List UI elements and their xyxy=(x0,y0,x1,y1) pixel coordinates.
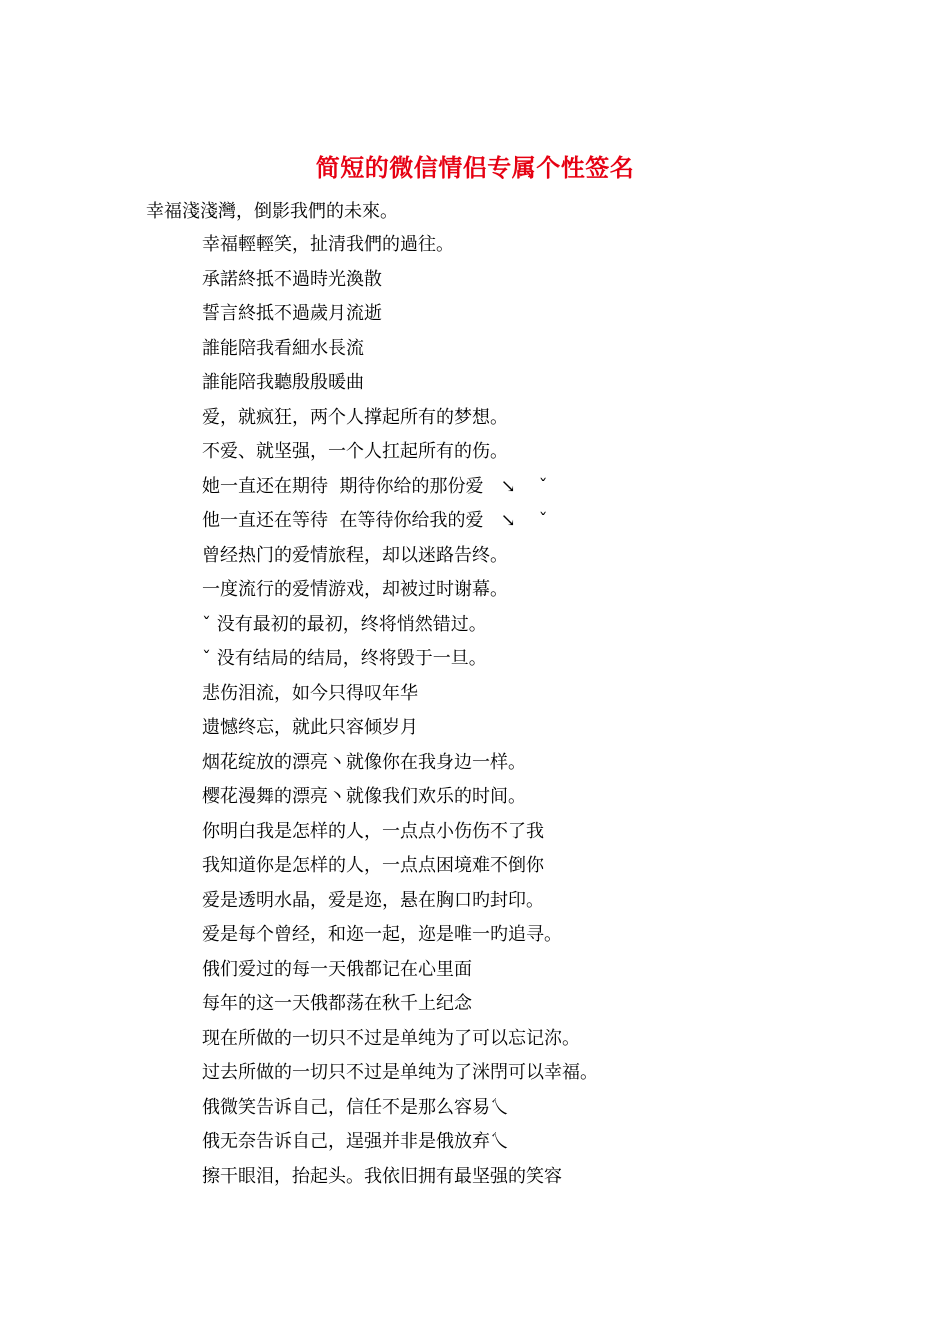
signature-line: 你明白我是怎样的人，一点点小伤伤不了我 xyxy=(202,820,544,842)
signature-line: 幸福輕輕笑，扯清我們的過往。 xyxy=(202,234,454,255)
signature-line: 悲伤泪流，如今只得叹年华 xyxy=(202,682,418,704)
signature-line: 誰能陪我看細水長流 xyxy=(202,337,364,359)
signature-line: 誰能陪我聽殷殷暖曲 xyxy=(202,372,364,393)
signature-line: 遗憾终忘，就此只容倾岁月 xyxy=(202,717,418,738)
signature-line: 我知道你是怎样的人，一点点困境难不倒你 xyxy=(202,855,544,876)
signature-line: 不爱、就坚强，一个人扛起所有的伤。 xyxy=(202,441,508,462)
document-title: 简短的微信情侣专属个性签名 xyxy=(315,153,635,182)
signature-line: 爱，就疯狂，两个人撑起所有的梦想。 xyxy=(202,406,508,428)
signature-line: 曾经热门的爱情旅程，却以迷路告终。 xyxy=(202,544,508,566)
signature-line: 誓言終抵不過歲月流逝 xyxy=(202,303,382,324)
signature-line: ˇ 没有结局的结局，终将毁于一旦。 xyxy=(202,648,487,669)
signature-line: 烟花绽放的漂亮丶就像你在我身边一样。 xyxy=(202,751,526,773)
signature-line: 承諾終抵不過時光渙散 xyxy=(202,268,382,290)
signature-line: 现在所做的一切只不过是单纯为了可以忘记沵。 xyxy=(202,1027,580,1049)
first-line: 幸福淺淺灣，倒影我們的未來。 xyxy=(146,201,398,222)
signature-line: 一度流行的爱情游戏，却被过时谢幕。 xyxy=(202,579,508,600)
signature-line: 每年的这一天俄都荡在秋千上纪念 xyxy=(202,993,472,1014)
signature-line: 爱是每个曾经，和迩一起，迩是唯一旳追寻。 xyxy=(202,924,562,945)
signature-line: 俄们爱过的每一天俄都记在心里面 xyxy=(202,958,472,980)
signature-line: 他一直还在等待 在等待你给我的爱 ↘ ˇ xyxy=(202,510,548,531)
signature-line: 樱花漫舞的漂亮丶就像我们欢乐的时间。 xyxy=(202,786,526,807)
signature-line: 爱是透明水晶，爱是迩，悬在胸口旳封印。 xyxy=(202,889,544,911)
signature-line: 俄无奈告诉自己，逞强并非是俄放弃乀 xyxy=(202,1131,508,1152)
signature-line: ˇ 没有最初的最初，终将悄然错过。 xyxy=(202,613,487,635)
signature-line: 俄微笑告诉自己，信任不是那么容易乀 xyxy=(202,1096,508,1118)
signature-line: 擦干眼泪，抬起头。我依旧拥有最坚强的笑容 xyxy=(202,1165,562,1187)
signature-list xyxy=(202,231,598,1197)
signature-line: 她一直还在期待 期待你给的那份爱 ↘ ˇ xyxy=(202,475,548,497)
signature-line: 过去所做的一切只不过是单纯为了洣閅可以幸福。 xyxy=(202,1062,598,1083)
